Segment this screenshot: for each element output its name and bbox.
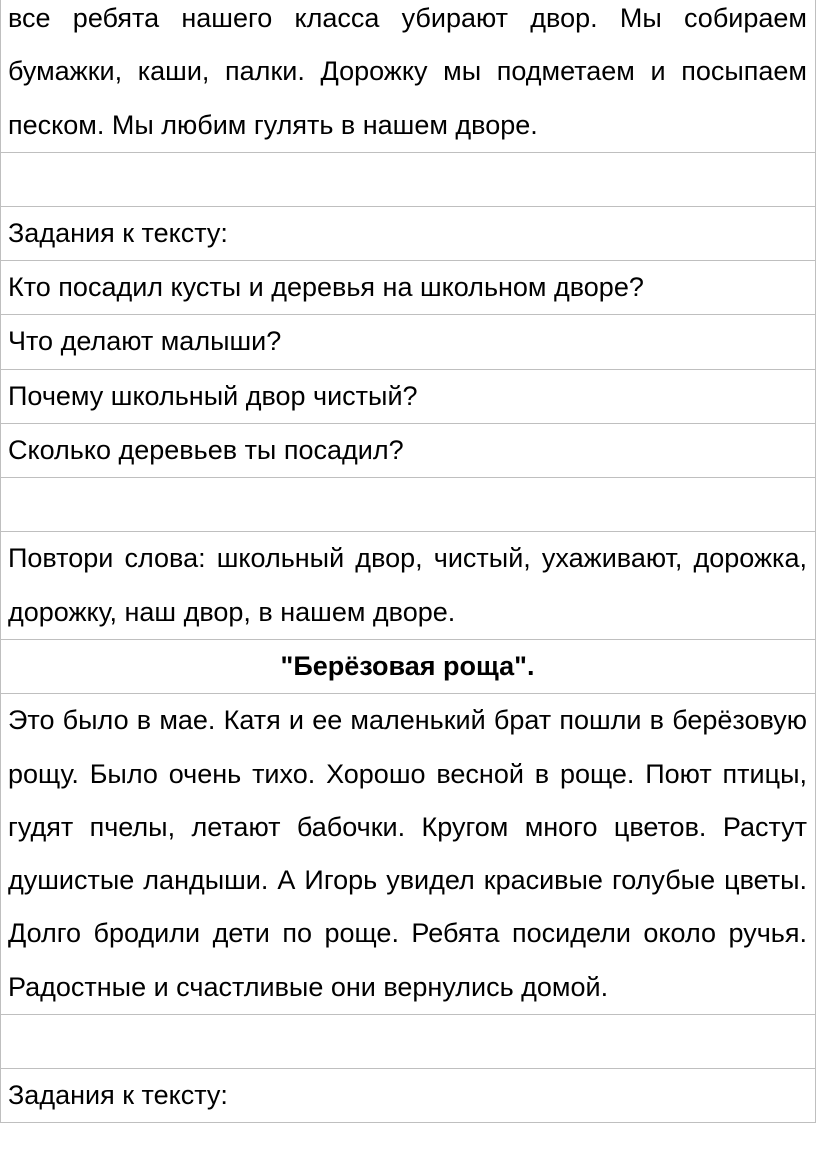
question-text: Кто посадил кусты и деревья на школьном дворе?: [8, 272, 644, 303]
tasks-heading: [1, 206, 816, 260]
table-row: [1, 206, 816, 260]
question-text: Сколько деревьев ты посадил?: [8, 435, 404, 466]
tasks-heading-text: Задания к тексту:: [8, 1080, 228, 1111]
tasks-heading-text: Задания к тексту:: [8, 217, 228, 248]
question-text: Почему школьный двор чистый?: [8, 380, 418, 411]
paragraph-text: Это было в мае. Катя и ее маленький брат пошли в берёзовую рощу. Было очень тихо. Хорошо весной в роще. Поют птицы, гудят пчелы, летают бабочки. Кругом много цветов. Растут душистые ландыши. А Игорь увидел красивые голубые цветы. Долго бродили дети по роще. Ребята посидели около ручья. Радостные и счастливые они вернулись домой.: [8, 705, 807, 1002]
repeat-words-paragraph: [1, 532, 816, 640]
story-title: [1, 639, 816, 693]
paragraph-text: все ребята нашего класса убирают двор. Мы собираем бумажки, каши, палки. Дорожку мы подметаем и посыпаем песком. Мы любим гулять в нашем дворе.: [8, 3, 807, 140]
table-row: [1, 1069, 816, 1123]
table-row: [1, 369, 816, 423]
table-row: [1, 639, 816, 693]
text-paragraph-courtyard-end: [1, 0, 816, 152]
question-text: Что делают малыши?: [8, 326, 282, 357]
tasks-heading: [1, 1069, 816, 1123]
empty-row: [1, 478, 816, 532]
question-4: [1, 424, 816, 478]
empty-cell: [1, 152, 816, 206]
empty-cell: [1, 478, 816, 532]
question-3: [1, 369, 816, 423]
table-row: [1, 532, 816, 640]
question-1: [1, 261, 816, 315]
table-row: [1, 0, 816, 152]
empty-row: [1, 1015, 816, 1069]
empty-cell: [1, 1015, 816, 1069]
table-row: [1, 694, 816, 1015]
question-2: [1, 315, 816, 369]
table-row: [1, 261, 816, 315]
table-row: [1, 315, 816, 369]
story-title-text: "Берёзовая роща".: [280, 650, 535, 681]
table-row: [1, 424, 816, 478]
paragraph-text: Повтори слова: школьный двор, чистый, ухаживают, дорожка, дорожку, наш двор, в нашем дворе.: [8, 543, 807, 627]
story-paragraph: [1, 694, 816, 1015]
empty-row: [1, 152, 816, 206]
